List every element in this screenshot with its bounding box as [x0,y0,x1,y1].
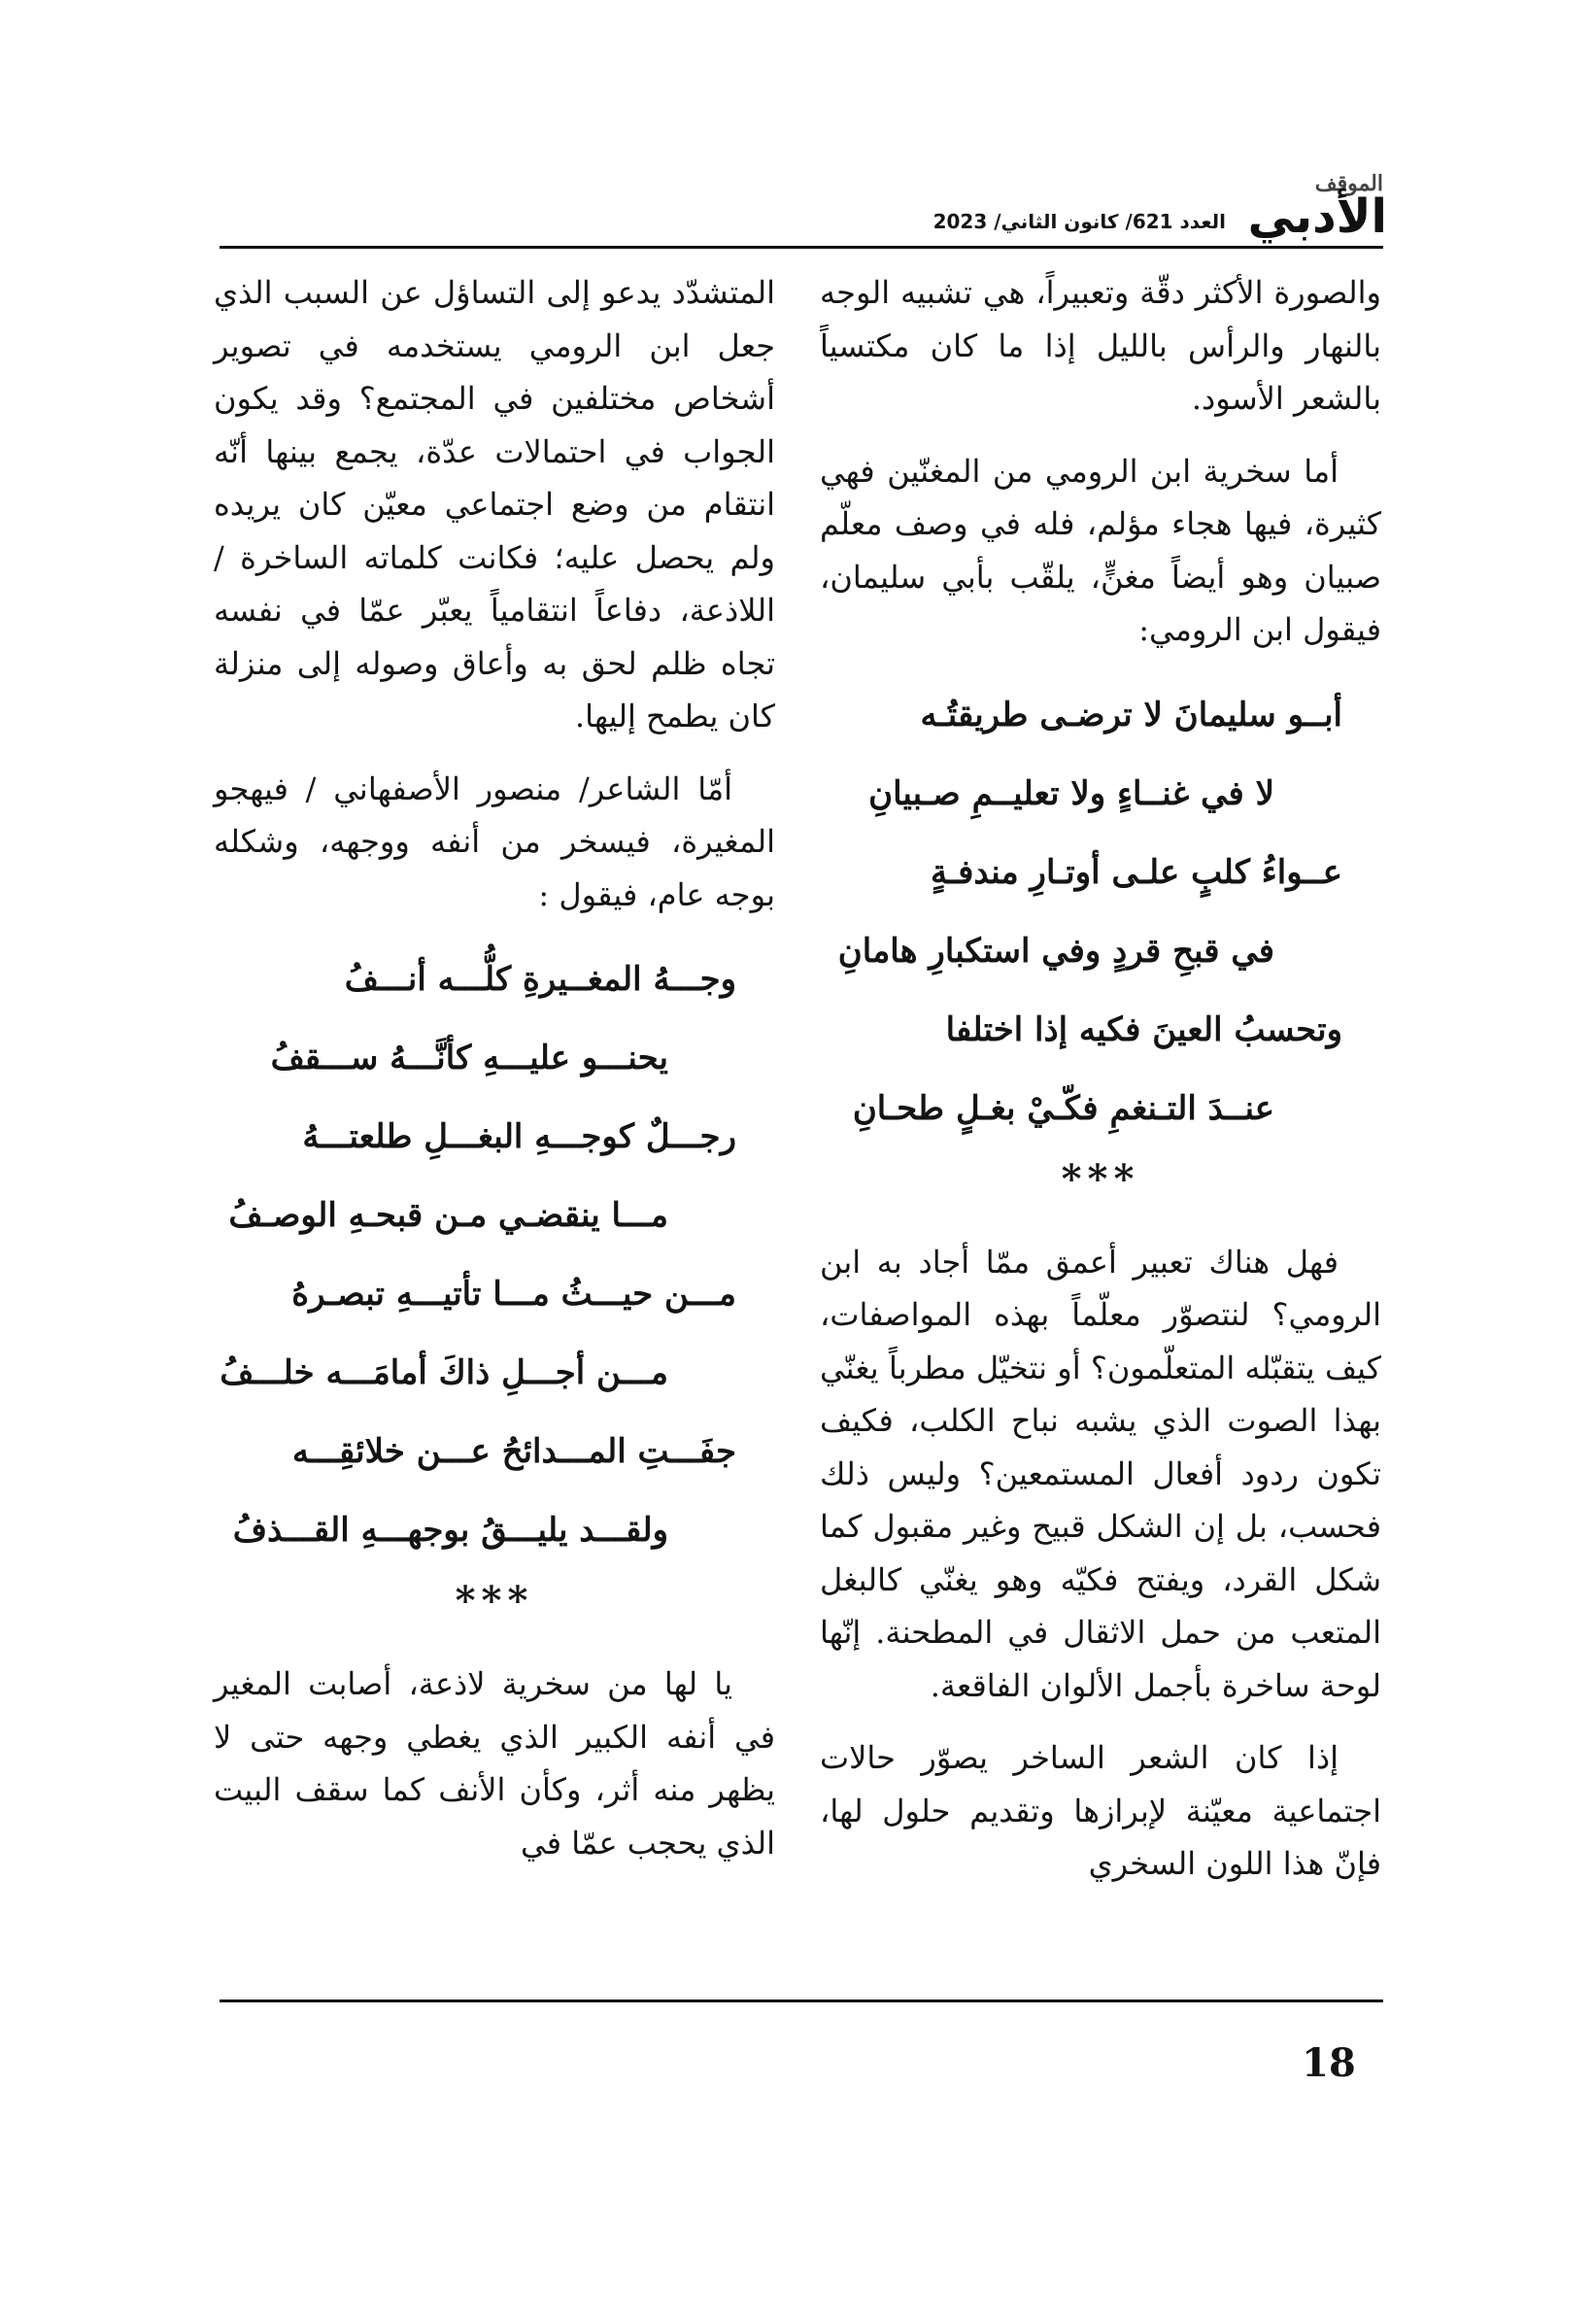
magazine-logo [1243,171,1387,247]
page-number: 18 [1302,2040,1356,2086]
poem-verse: وجـــهُ المغــيرةِ كلُّـــه أنـــفُ [344,960,736,999]
poem-verse: في قبحِ قردٍ وفي استكبارِ هامانِ [837,931,1274,971]
poem-verse: مـــن أجـــلِ ذاكَ أمامَـــه خلـــفُ [220,1353,668,1392]
footer-divider [220,1999,1383,2002]
poem-verse: رجـــلٌ كوجـــهِ البغـــلِ طلعتـــهُ [302,1117,736,1156]
paragraph: أما سخرية ابن الرومي من المغنّين فهي كثيرة، فيها هجاء مؤلم، فله في وصف معلّم صبيان وهو أيضاً مغنٍّ، يلقّب بأبي سليمان، فيقول ابن الرومي: [820,452,1381,648]
paragraph: يا لها من سخرية لاذعة، أصابت المغير في أنفه الكبير الذي يغطي وجهه حتى لا يظهر منه أثر، وكأن الأنف كما سقف البيت الذي يحجب عمّا في [214,1665,775,1862]
poem-ibn-al-rumi [820,676,1381,1148]
poem-al-asfahani [214,940,775,1570]
poem-verse: عنــدَ التـنغمِ فكّـيْ بغـلٍ طحـانِ [852,1088,1274,1128]
logo-small-text: الموقف [1314,171,1383,196]
poem-verse: أبــو سليمانَ لا ترضـى طريقتُـه [920,695,1342,735]
paragraph: إذا كان الشعر الساخر يصوّر حالات اجتماعية معيّنة لإبرازها وتقديم حلول لها، فإنّ هذا اللون السخري [820,1739,1381,1882]
paragraph: فهل هناك تعبير أعمق ممّا أجاد به ابن الرومي؟ لنتصوّر معلّماً بهذه المواصفات، كيف يتقبّله المتعلّمون؟ أو نتخيّل مطرباً يغنّي بهذا الصوت الذي يشبه نباح الكلب، فكيف تكون ردود أفعال المستمعين؟ وليس ذلك فحسب، بل إن الشكل قبيح وغير مقبول كما شكل القرد، ويفتح فكيّه وهو يغنّي كالبغل المتعب من حمل الاثقال في المطحنة. إنّها لوحة ساخرة بأجمل الألوان الفاقعة. [820,1243,1381,1704]
paragraph: والصورة الأكثر دقّة وتعبيراً، هي تشبيه الوجه بالنهار والرأس بالليل إذا ما كان مكتسياً بالشعر الأسود. [820,274,1381,417]
section-separator: *** [455,1578,534,1623]
poem-verse: ولقـــد يليـــقُ بوجهـــهِ القـــذفُ [232,1511,668,1550]
paragraph: أمّا الشاعر/ منصور الأصفهاني / فيهجو المغيرة، فيسخر من أنفه ووجهه، وشكله بوجه عام، فيقول : [214,769,775,913]
page-header [210,171,1387,247]
section-separator: *** [1061,1155,1140,1202]
poem-verse: مـــن حيـــثُ مـــا تأتيـــهِ تبصـرهُ [291,1275,736,1314]
poem-verse: لا في غنــاءٍ ولا تعليــمِ صـبيانِ [868,773,1274,813]
issue-info: العدد 621/ كانون الثاني/ 2023 [932,210,1226,233]
poem-verse: يحنـــو عليـــهِ كأنَّـــهُ ســـقفُ [270,1039,668,1077]
paragraph: المتشدّد يدعو إلى التساؤل عن السبب الذي جعل ابن الرومي يستخدمه في تصوير أشخاص مختلفين في المجتمع؟ وقد يكون الجواب في احتمالات عدّة، يجمع بينها أنّه انتقام من وضع اجتماعي معيّن كان يريده ولم يحصل عليه؛ فكانت كلماته الساخرة / اللاذعة، دفاعاً انتقامياً يعبّر عمّا في نفسه تجاه ظلم لحق به وأعاق وصوله إلى منزلة كان يطمح إليها. [214,274,775,735]
poem-verse: مـــا ينقضـي مـن قبحـهِ الوصـفُ [228,1196,668,1235]
poem-verse: عــواءُ كلبٍ علـى أوتـارِ مندفـةٍ [930,852,1342,892]
left-column [214,266,775,1889]
header-divider [220,246,1383,249]
logo-main-text: الأدبي [1247,189,1387,244]
right-column [820,266,1381,1910]
poem-verse: وتحسبُ العينَ فكيه إذا اختلفا [945,1009,1342,1049]
poem-verse: جفَـــتِ المـــدائحُ عـــن خلائقِـــه [291,1432,736,1471]
